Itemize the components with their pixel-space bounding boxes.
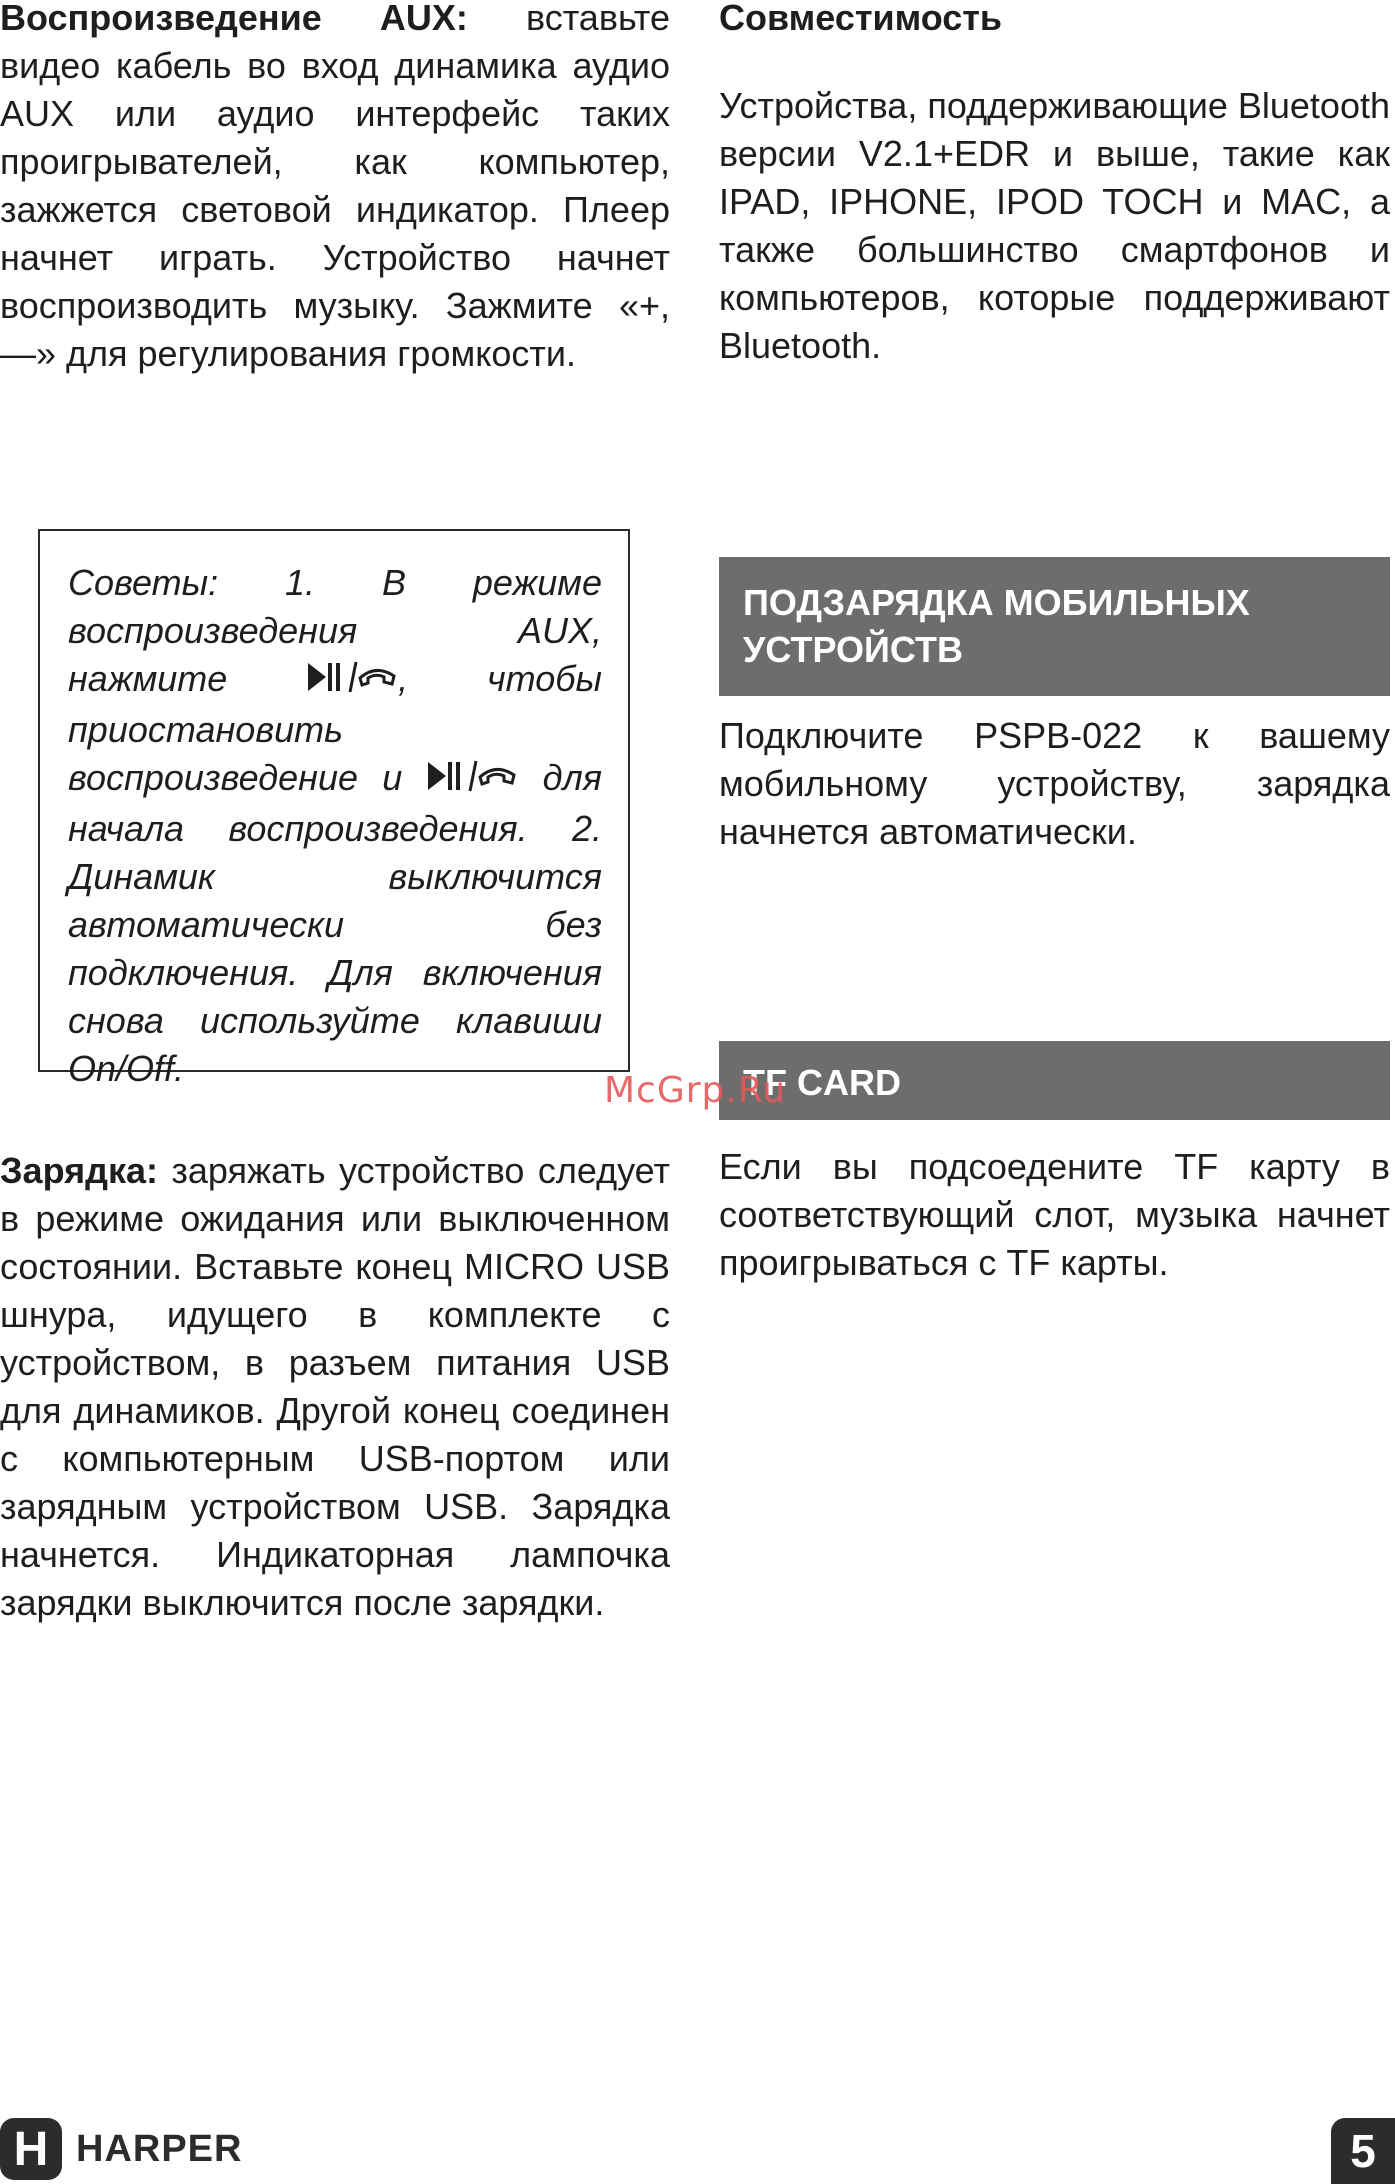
charging-label: Зарядка:	[0, 1150, 158, 1191]
tf-card-heading: TF CARD	[743, 1062, 901, 1103]
page-number: 5	[1331, 2118, 1395, 2184]
charging-text: заряжать устройство следует в режиме ожидания или выключенном состоянии. Вставьте конец MICRO USB шнура, идущего в комплекте с устройством, в разъем питания USB для динамиков. Другой конец соединен с компьютерным USB-портом или зарядным устройством USB. Зарядка начнется. Индикаторная лампочка зарядки выключится после зарядки.	[0, 1150, 670, 1623]
watermark-text: McGrp.Ru	[604, 1070, 787, 1111]
compat-section	[719, 0, 1390, 370]
aux-section	[0, 0, 670, 378]
tips-text-3: для начала воспроизведения. 2. Динамик выключится автоматически без подключения. Для включения снова используйте клавиши On/Off.	[68, 757, 602, 1089]
play-pause-call-icon-2	[426, 757, 518, 805]
mobile-charging-section	[719, 712, 1390, 856]
aux-paragraph	[0, 0, 670, 378]
compat-paragraph: Устройства, поддерживающие Bluetooth версии V2.1+EDR и выше, такие как IPAD, IPHONE, IPOD TOCH и MAC, а также большинство смартфонов и компьютеров, которые поддерживают Bluetooth.	[719, 85, 1390, 366]
harper-logo-icon: H	[0, 2118, 62, 2180]
mobile-charging-paragraph: Подключите PSPB-022 к вашему мобильному устройству, зарядка начнется автоматически.	[719, 715, 1390, 852]
aux-text: вставьте видео кабель во вход динамика аудио AUX или аудио интерфейс таких проигрывателей, как компьютер, зажжется световой индикатор. Плеер начнет играть. Устройство начнет воспроизводить музыку. Зажмите «+, —» для регулирования громкости.	[0, 0, 670, 374]
tips-box	[38, 529, 630, 1089]
compat-heading: Совместимость	[719, 0, 1003, 38]
charging-section	[0, 1147, 670, 1627]
play-pause-call-icon	[306, 658, 398, 706]
harper-logo	[0, 2118, 242, 2180]
tips-paragraph	[68, 559, 602, 1093]
harper-brand-text: HARPER	[76, 2127, 243, 2170]
mobile-charging-heading: ПОДЗАРЯДКА МОБИЛЬНЫХ УСТРОЙСТВ	[743, 582, 1250, 670]
tf-card-section	[719, 1143, 1390, 1287]
tips-text-2: , чтобы приостановить воспроизведение и	[68, 658, 603, 798]
tf-card-paragraph: Если вы подсоедените TF карту в соответствующий слот, музыка начнет проигрываться с TF карты.	[719, 1146, 1390, 1283]
mobile-charging-heading-bar	[719, 557, 1390, 696]
tf-card-heading-bar	[719, 1041, 1390, 1120]
charging-paragraph	[0, 1147, 670, 1627]
aux-label: Воспроизведение AUX:	[0, 0, 468, 38]
tips-text-1: Советы: 1. В режиме воспроизведения AUX, нажмите	[68, 562, 602, 699]
